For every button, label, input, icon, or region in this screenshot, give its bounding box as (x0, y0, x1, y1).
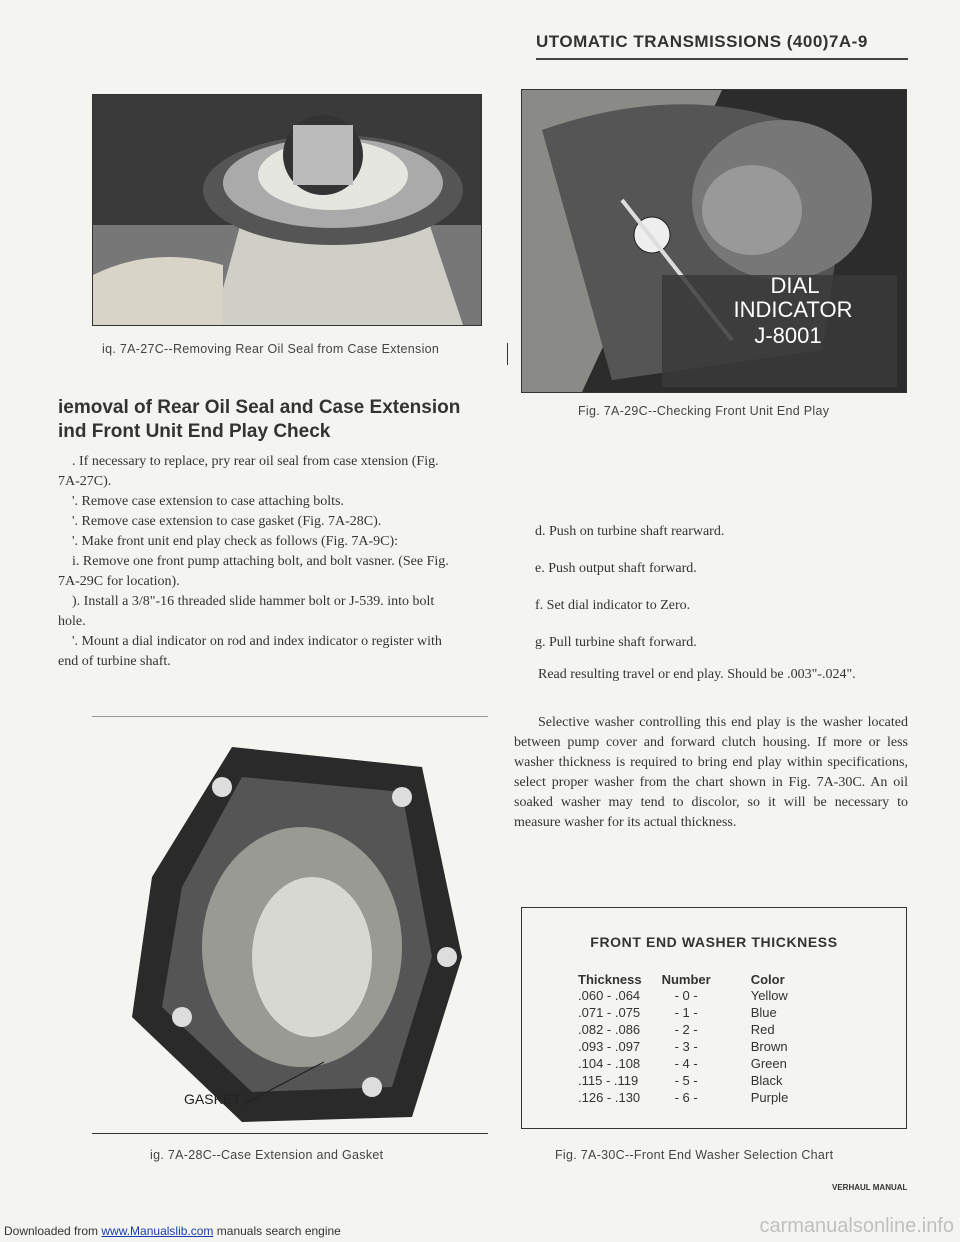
cell-color: Yellow (750, 988, 788, 1003)
photo-case-extension-drawing (92, 717, 488, 1133)
cell-number: - 0 - (674, 988, 698, 1003)
table-row (578, 1004, 808, 1021)
section-heading-line1: iemoval of Rear Oil Seal and Case Extension (58, 397, 461, 418)
photo-rear-oil-seal-drawing (93, 95, 481, 325)
left-steps (58, 452, 458, 672)
cell-number: - 3 - (674, 1039, 698, 1054)
cell-number: - 2 - (674, 1022, 698, 1037)
cell-number: - 1 - (674, 1005, 698, 1020)
footer-prefix: Downloaded from (4, 1224, 102, 1238)
cell-thickness: .082 - .086 (578, 1022, 641, 1037)
photo-dial-indicator-drawing (522, 90, 906, 392)
step-f: f. Set dial indicator to Zero. (535, 598, 691, 613)
step-7: '. Mount a dial indicator on rod and index indicator o register with end of turbine shaft. (58, 634, 442, 669)
cell-color: Red (750, 1022, 775, 1037)
header-rule (536, 58, 908, 60)
footer-suffix: manuals search engine (213, 1224, 341, 1238)
step-6: ). Install a 3/8"-16 threaded slide hammer bolt or J-539. into bolt hole. (58, 594, 435, 629)
fig-29c-caption: Fig. 7A-29C--Checking Front Unit End Play (578, 404, 830, 418)
download-footer (4, 1224, 341, 1238)
cell-color: Black (750, 1073, 783, 1088)
gasket-label: GASKET (184, 1091, 241, 1107)
section-heading-line2: ind Front Unit End Play Check (58, 421, 331, 442)
cell-thickness: .071 - .075 (578, 1005, 641, 1020)
cell-thickness: .104 - .108 (578, 1056, 641, 1071)
col-thickness: Thickness (578, 972, 642, 987)
step-e: e. Push output shaft forward. (535, 561, 697, 576)
figure-marker-tick (507, 343, 508, 365)
selective-washer-text: Selective washer controlling this end play is the washer located between pump cover and forward clutch housing. If more or less washer thickness is required to bring end play within specifications, select proper washer from the chart shown in Fig. 7A-30C. An oil soaked washer may tend to discolor, so it will be necessary to measure washer for its actual thickness. (514, 715, 908, 830)
photo-dial-indicator (521, 89, 907, 393)
step-g: g. Pull turbine shaft forward. (535, 635, 697, 650)
cell-number: - 6 - (674, 1090, 698, 1105)
step-2: '. Remove case extension to case attaching bolts. (72, 494, 344, 509)
table-row (578, 1072, 808, 1089)
washer-table (578, 972, 808, 1106)
read-end-play-text: Read resulting travel or end play. Should be .003"-.024". (538, 667, 856, 682)
cell-thickness: .060 - .064 (578, 988, 641, 1003)
step-3: '. Remove case extension to case gasket (Fig. 7A-28C). (72, 514, 382, 529)
photo-case-extension (92, 716, 488, 1134)
fig-28c-caption: ig. 7A-28C--Case Extension and Gasket (150, 1148, 384, 1162)
step-5: i. Remove one front pump attaching bolt, and bolt vasner. (See Fig. 7A-29C for location). (58, 554, 449, 589)
dial-label-line3: J-8001 (754, 323, 822, 348)
cell-color: Blue (750, 1005, 777, 1020)
fig-27c-caption: iq. 7A-27C--Removing Rear Oil Seal from Case Extension (102, 342, 440, 356)
cell-number: - 4 - (674, 1056, 698, 1071)
cell-thickness: .093 - .097 (578, 1039, 641, 1054)
right-steps (535, 522, 905, 653)
table-row (578, 1089, 808, 1106)
cell-number: - 5 - (674, 1073, 698, 1088)
cell-color: Brown (750, 1039, 788, 1054)
step-d: d. Push on turbine shaft rearward. (535, 524, 725, 539)
col-color: Color (750, 972, 785, 987)
fig-30c-caption: Fig. 7A-30C--Front End Washer Selection Chart (555, 1148, 834, 1162)
page-header: UTOMATIC TRANSMISSIONS (400)7A-9 (536, 32, 868, 51)
table-row (578, 1038, 808, 1055)
dial-label-line2: INDICATOR (733, 297, 853, 322)
overhaul-tag: VERHAUL MANUAL (832, 1183, 908, 1192)
cell-color: Purple (750, 1090, 789, 1105)
chart-title: FRONT END WASHER THICKNESS (590, 934, 838, 950)
table-row (578, 1055, 808, 1072)
cell-thickness: .126 - .130 (578, 1090, 641, 1105)
photo-rear-oil-seal (92, 94, 482, 326)
table-row (578, 987, 808, 1004)
washer-table-header (578, 972, 808, 987)
table-row (578, 1021, 808, 1038)
col-number: Number (661, 972, 711, 987)
cell-thickness: .115 - .119 (578, 1073, 639, 1088)
cell-color: Green (750, 1056, 787, 1071)
dial-label-line1: DIAL (770, 273, 820, 298)
watermark: carmanualsonline.info (759, 1215, 954, 1237)
manualslib-link[interactable]: www.Manualslib.com (101, 1224, 214, 1238)
step-4: '. Make front unit end play check as follows (Fig. 7A-9C): (72, 534, 399, 549)
washer-chart (521, 907, 907, 1129)
step-1: . If necessary to replace, pry rear oil seal from case xtension (Fig. 7A-27C). (58, 454, 439, 489)
